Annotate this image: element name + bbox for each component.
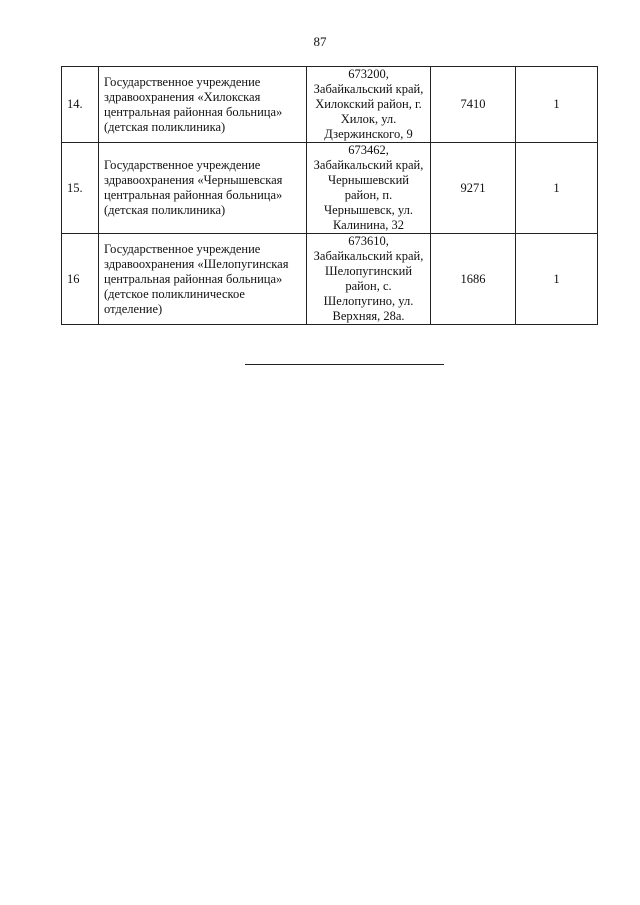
institution-name-line: (детская поликлиника): [104, 119, 226, 134]
address-line: Дзержинского, 9: [324, 127, 413, 141]
institution-name-line: здравоохранения «Шелопугинская: [104, 256, 289, 271]
address-line: Забайкальский край,: [313, 249, 424, 263]
institution-count: 1: [516, 143, 598, 234]
address-line: 673462,: [348, 143, 389, 157]
address-line: Калинина, 32: [332, 218, 405, 232]
row-number: 14.: [62, 67, 99, 143]
address-line: Верхняя, 28а.: [332, 309, 405, 323]
address-line: Чернышевск, ул.: [324, 203, 413, 217]
institution-name-line: Государственное учреждение: [104, 74, 261, 89]
end-of-table-rule: [245, 364, 444, 365]
institution-name-line: центральная районная больница»: [104, 271, 283, 286]
institution-name-line: центральная районная больница»: [104, 188, 283, 202]
institutions-table: [61, 66, 598, 325]
institution-name-line: Государственное учреждение: [104, 158, 261, 172]
institution-name: [99, 143, 307, 234]
institution-address: [307, 234, 431, 325]
institution-count: 1: [516, 67, 598, 143]
institution-name-line: (детская поликлиника): [104, 203, 226, 217]
institution-name-line: здравоохранения «Хилокская: [104, 89, 261, 104]
table-row: [62, 234, 598, 325]
address-line: 673610,: [348, 234, 389, 248]
address-line: Хилок, ул.: [340, 112, 397, 126]
institution-name: [99, 234, 307, 325]
page-number: 87: [313, 34, 327, 49]
institution-count: 1: [516, 234, 598, 325]
institution-address: [307, 143, 431, 234]
institution-name-line: Государственное учреждение: [104, 241, 261, 256]
table-row: [62, 143, 598, 234]
institution-name-line: здравоохранения «Чернышевская: [104, 173, 283, 187]
table-row: [62, 67, 598, 143]
address-line: 673200,: [348, 67, 389, 81]
address-line: Хилокский район, г.: [315, 97, 422, 111]
address-line: район, п.: [344, 188, 393, 202]
address-line: Шелопугинский: [324, 264, 413, 278]
institution-address: [307, 67, 431, 143]
row-number: 15.: [62, 143, 99, 234]
row-number: 16: [62, 234, 99, 325]
address-line: Забайкальский край,: [313, 158, 424, 172]
address-line: район, с.: [345, 279, 392, 293]
institution-code: 7410: [431, 67, 516, 143]
address-line: Чернышевский: [327, 173, 409, 187]
address-line: Забайкальский край,: [313, 82, 424, 96]
institution-code: 1686: [431, 234, 516, 325]
institution-name-line: центральная районная больница»: [104, 104, 283, 119]
institution-code: 9271: [431, 143, 516, 234]
institution-name: [99, 67, 307, 143]
institution-name-line: (детское поликлиническое: [104, 286, 245, 301]
institution-name-line: отделение): [104, 301, 163, 316]
address-line: Шелопугино, ул.: [323, 294, 414, 308]
